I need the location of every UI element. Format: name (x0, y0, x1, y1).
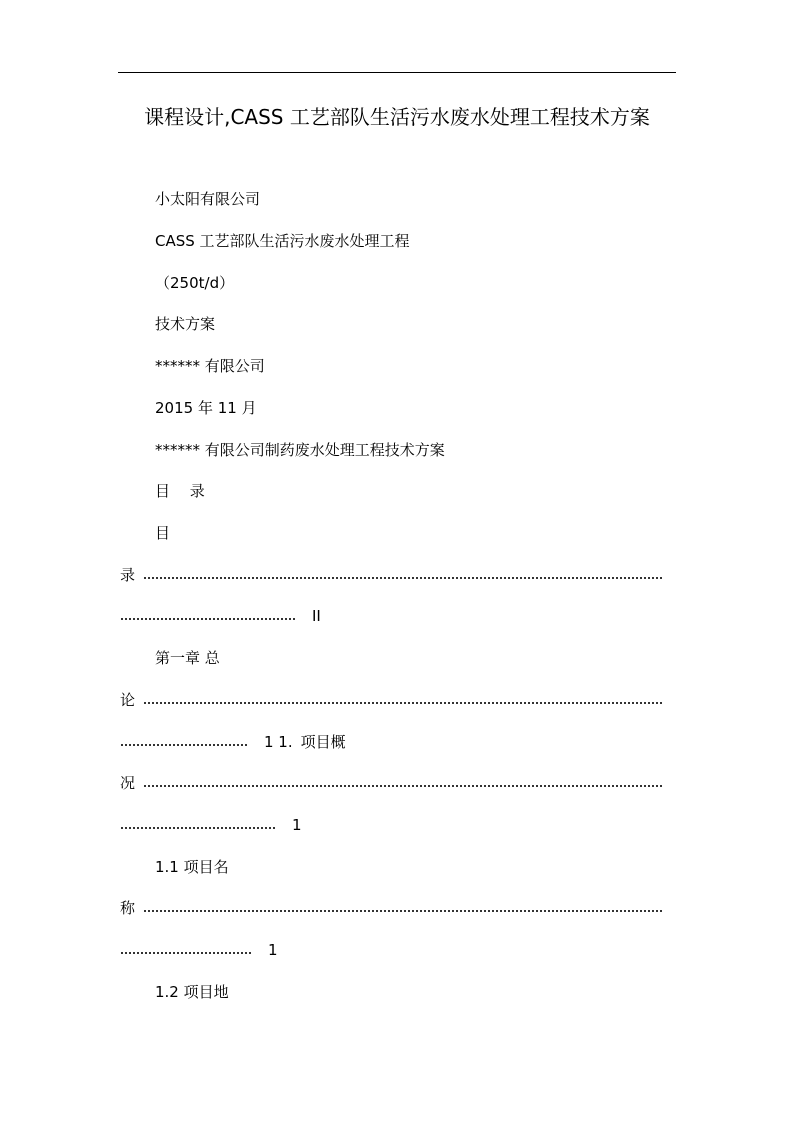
toc-page-number: II (312, 607, 321, 625)
toc-tail-line (120, 731, 346, 753)
header-rule (118, 72, 676, 73)
toc-page-number: 1 (268, 941, 278, 959)
cover-project-name: CASS 工艺部队生活污水废水处理工程 (155, 232, 410, 250)
cover-full-title: ****** 有限公司制药废水处理工程技术方案 (155, 441, 445, 459)
toc-leader-line (120, 772, 664, 794)
toc-dot-leader (120, 616, 296, 622)
toc-entry-lead-char: 录 (120, 566, 136, 584)
toc-entry-head: 目 (155, 524, 171, 542)
toc-dot-leader (120, 950, 252, 956)
toc-next-entry-text: 项目概 (300, 733, 346, 751)
toc-dot-leader (120, 742, 248, 748)
toc-dot-leader (143, 700, 664, 706)
cover-capacity: （250t/d） (155, 274, 235, 292)
toc-page-number: 1 (292, 816, 302, 834)
cover-date: 2015 年 11 月 (155, 399, 257, 417)
toc-dot-leader (143, 575, 664, 581)
toc-leader-line (120, 564, 664, 586)
toc-leader-line (120, 897, 664, 919)
toc-leader-line (120, 689, 664, 711)
document-title: 课程设计,CASS 工艺部队生活污水废水处理工程技术方案 (144, 105, 650, 129)
toc-entry-lead-char: 论 (120, 691, 136, 709)
toc-entry-head: 第一章 总 (155, 649, 220, 667)
toc-tail-line (120, 939, 278, 961)
toc-tail-line (120, 814, 302, 836)
toc-tail-line (120, 605, 321, 627)
toc-dot-leader (143, 783, 664, 789)
cover-company: 小太阳有限公司 (155, 190, 261, 208)
toc-dot-leader (120, 825, 276, 831)
toc-heading: 目 录 (155, 482, 205, 500)
cover-author-company: ****** 有限公司 (155, 357, 265, 375)
toc-entry-head: 1.1 项目名 (155, 858, 229, 876)
toc-entry-lead-char: 况 (120, 774, 136, 792)
toc-page-number: 1 1. (264, 733, 293, 751)
cover-doc-type: 技术方案 (155, 315, 216, 333)
toc-entry-lead-char: 称 (120, 899, 136, 917)
toc-entry-head: 1.2 项目地 (155, 983, 229, 1001)
toc-dot-leader (143, 908, 664, 914)
